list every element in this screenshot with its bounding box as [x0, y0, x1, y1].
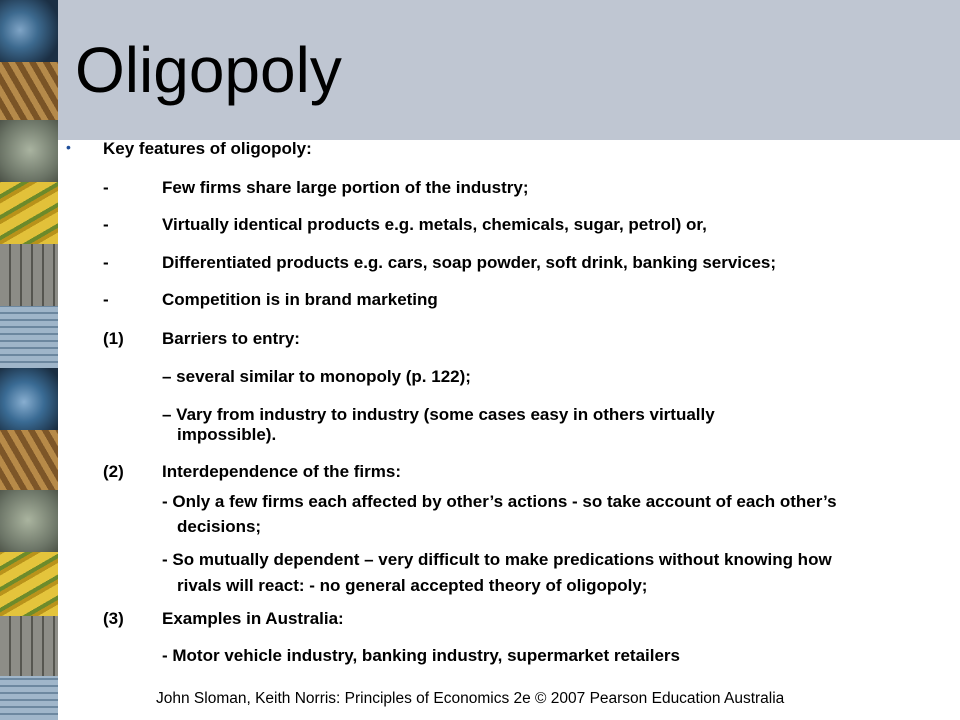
- stone-image: [0, 120, 58, 182]
- decorative-image-strip: [0, 0, 58, 720]
- wood-texture-image-2: [0, 430, 58, 490]
- section-heading: [103, 462, 401, 482]
- feature-text: Competition is in brand marketing: [162, 290, 438, 309]
- footer-citation: John Sloman, Keith Norris: Principles of Economics 2e © 2007 Pearson Education Australia: [156, 690, 785, 707]
- feature-item: [103, 253, 777, 273]
- feature-marker: -: [103, 290, 109, 309]
- section-heading: [103, 609, 344, 629]
- wood-texture-image: [0, 62, 58, 120]
- feature-marker: -: [103, 215, 109, 234]
- section-point: – several similar to monopoly (p. 122);: [162, 367, 471, 386]
- building-image: [0, 306, 58, 368]
- keyboard-image: [0, 244, 58, 306]
- building-image-2: [0, 676, 58, 720]
- bananas-image: [0, 182, 58, 244]
- section-point: - Only a few firms each affected by other’s actions - so take account of each other’s: [162, 492, 837, 511]
- keyboard-image-2: [0, 616, 58, 676]
- feature-text: Virtually identical products e.g. metals, chemicals, sugar, petrol) or,: [162, 215, 707, 234]
- section-marker: (3): [103, 609, 124, 628]
- section-title: Examples in Australia:: [162, 609, 344, 628]
- feature-marker: -: [103, 253, 109, 272]
- stone-image-2: [0, 490, 58, 552]
- section-point: – Vary from industry to industry (some cases easy in others virtually: [162, 405, 715, 424]
- globe-image-2: [0, 368, 58, 430]
- slide-title: Oligopoly: [75, 34, 342, 106]
- section-title: Interdependence of the firms:: [162, 462, 401, 481]
- section-point-continuation: impossible).: [177, 425, 277, 444]
- globe-image: [0, 0, 58, 62]
- feature-item: [103, 178, 529, 198]
- section-point: - Motor vehicle industry, banking industry, supermarket retailers: [162, 646, 681, 665]
- feature-item: [103, 290, 438, 310]
- feature-item: [103, 215, 707, 235]
- section-marker: (1): [103, 329, 124, 348]
- feature-text: Few firms share large portion of the industry;: [162, 178, 529, 197]
- bullet-icon: •: [66, 139, 71, 155]
- section-marker: (2): [103, 462, 124, 481]
- bananas-image-2: [0, 552, 58, 616]
- intro-text: Key features of oligopoly:: [103, 139, 312, 158]
- feature-marker: -: [103, 178, 109, 197]
- section-title: Barriers to entry:: [162, 329, 300, 348]
- section-point-continuation: decisions;: [177, 517, 262, 536]
- section-heading: [103, 329, 300, 349]
- section-point-continuation: rivals will react: - no general accepted theory of oligopoly;: [177, 576, 648, 595]
- section-point: - So mutually dependent – very difficult to make predications without knowing how: [162, 550, 832, 569]
- feature-text: Differentiated products e.g. cars, soap powder, soft drink, banking services;: [162, 253, 777, 272]
